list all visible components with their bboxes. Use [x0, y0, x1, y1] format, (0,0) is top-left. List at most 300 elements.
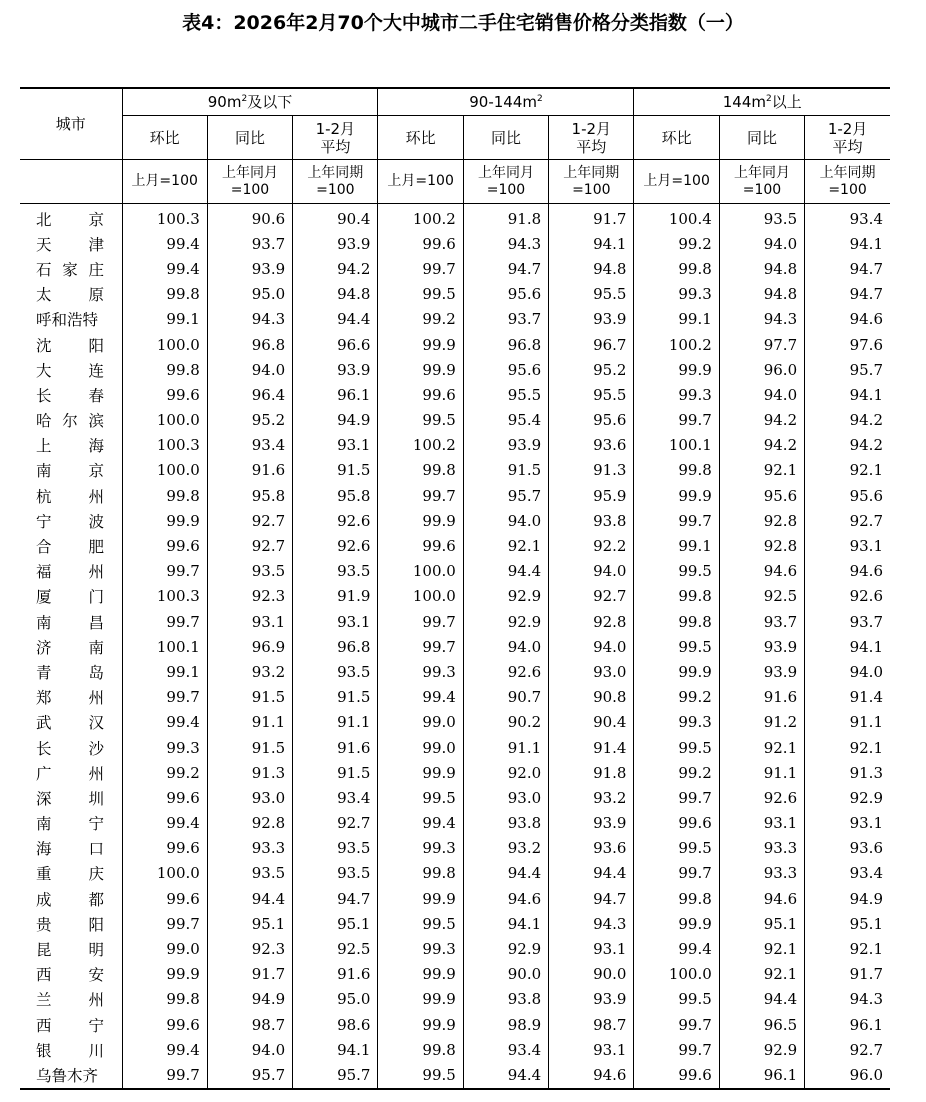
city-cell	[20, 987, 122, 1012]
value-cell: 92.9	[463, 936, 548, 961]
value-cell: 99.5	[634, 559, 719, 584]
value-cell: 96.6	[293, 332, 378, 357]
value-cell: 99.3	[122, 735, 207, 760]
value-cell: 95.0	[207, 282, 292, 307]
value-cell: 99.3	[378, 836, 463, 861]
value-cell: 94.0	[207, 357, 292, 382]
value-cell: 99.3	[634, 282, 719, 307]
city-name: 南 宁	[36, 815, 104, 834]
city-cell	[20, 483, 122, 508]
base-prev-year-month-header: 上年同月 =100	[719, 160, 804, 204]
value-cell: 90.2	[463, 710, 548, 735]
value-cell: 91.6	[293, 735, 378, 760]
base-prev-year-period-header: 上年同期 =100	[293, 160, 378, 204]
value-cell: 100.2	[634, 332, 719, 357]
city-name: 兰 州	[36, 991, 104, 1010]
value-cell: 90.8	[549, 685, 634, 710]
value-cell: 98.6	[293, 1012, 378, 1037]
value-cell: 99.2	[378, 307, 463, 332]
value-cell: 94.6	[849, 310, 883, 329]
table-row	[20, 634, 890, 659]
value-cell: 93.8	[463, 987, 548, 1012]
table-row	[20, 307, 890, 332]
value-cell: 99.9	[634, 357, 719, 382]
value-cell: 99.0	[378, 735, 463, 760]
city-name: 郑 州	[36, 689, 104, 708]
value-cell: 93.9	[719, 634, 804, 659]
table-row	[20, 357, 890, 382]
table-row	[20, 256, 890, 281]
value-cell: 93.1	[549, 1037, 634, 1062]
value-cell: 100.0	[634, 962, 719, 987]
value-cell: 93.7	[719, 609, 804, 634]
value-cell: 99.1	[122, 307, 207, 332]
value-cell: 93.1	[207, 609, 292, 634]
value-cell: 93.8	[549, 508, 634, 533]
value-cell: 93.7	[463, 307, 548, 332]
value-cell: 95.2	[549, 357, 634, 382]
value-cell: 95.5	[463, 382, 548, 407]
value-cell: 95.7	[293, 1062, 378, 1088]
value-cell: 92.3	[207, 936, 292, 961]
city-name: 贵 阳	[36, 915, 104, 934]
city-cell	[20, 433, 122, 458]
value-cell: 99.9	[122, 962, 207, 987]
value-cell: 99.6	[378, 231, 463, 256]
value-cell: 93.4	[463, 1037, 548, 1062]
city-cell	[20, 609, 122, 634]
value-cell: 91.6	[293, 962, 378, 987]
avg-header: 1-2月 平均	[293, 116, 378, 160]
value-cell: 94.3	[463, 231, 548, 256]
value-cell: 94.9	[849, 889, 883, 908]
value-cell: 95.6	[719, 483, 804, 508]
value-cell: 99.3	[378, 936, 463, 961]
city-name: 呼和浩特	[36, 311, 99, 330]
city-cell	[20, 811, 122, 836]
value-cell: 93.0	[207, 785, 292, 810]
city-name: 上 海	[36, 437, 104, 456]
value-cell: 99.1	[634, 307, 719, 332]
city-cell	[20, 1062, 122, 1088]
value-cell: 91.1	[293, 710, 378, 735]
city-cell	[20, 533, 122, 558]
table-row	[20, 508, 890, 533]
table-row	[20, 836, 890, 861]
value-cell: 92.6	[293, 508, 378, 533]
value-cell: 91.5	[293, 458, 378, 483]
value-cell: 99.7	[378, 256, 463, 281]
table-row	[20, 609, 890, 634]
value-cell: 99.7	[122, 685, 207, 710]
value-cell: 99.7	[122, 559, 207, 584]
city-column-header: 城市	[20, 88, 122, 160]
value-cell: 100.0	[122, 408, 207, 433]
city-name: 成 都	[36, 890, 104, 909]
value-cell: 95.7	[463, 483, 548, 508]
city-name: 福 州	[36, 563, 104, 582]
value-cell: 93.9	[293, 357, 378, 382]
value-cell: 96.9	[207, 634, 292, 659]
yoy-header: 同比	[207, 116, 292, 160]
table-row	[20, 458, 890, 483]
base-prev-month-header: 上月=100	[378, 160, 463, 204]
value-cell: 95.9	[549, 483, 634, 508]
value-cell: 99.6	[122, 886, 207, 911]
value-cell: 91.6	[719, 685, 804, 710]
value-cell: 99.5	[378, 408, 463, 433]
value-cell: 92.3	[207, 584, 292, 609]
value-cell: 92.9	[719, 1037, 804, 1062]
value-cell: 99.2	[634, 685, 719, 710]
value-cell: 99.7	[634, 785, 719, 810]
city-cell	[20, 559, 122, 584]
value-cell: 99.7	[634, 408, 719, 433]
value-cell: 90.0	[463, 962, 548, 987]
city-cell	[20, 282, 122, 307]
table-row	[20, 433, 890, 458]
city-cell	[20, 861, 122, 886]
value-cell: 91.4	[549, 735, 634, 760]
table-row	[20, 962, 890, 987]
value-cell: 94.2	[849, 411, 883, 430]
value-cell: 96.8	[463, 332, 548, 357]
value-cell: 94.0	[549, 634, 634, 659]
value-cell: 95.0	[293, 987, 378, 1012]
value-cell: 92.7	[849, 1040, 883, 1059]
city-cell	[20, 735, 122, 760]
value-cell: 94.4	[207, 886, 292, 911]
value-cell: 99.4	[122, 811, 207, 836]
value-cell: 93.2	[549, 785, 634, 810]
value-cell: 94.0	[463, 508, 548, 533]
value-cell: 94.8	[293, 282, 378, 307]
value-cell: 94.3	[719, 307, 804, 332]
value-cell: 99.5	[378, 1062, 463, 1088]
value-cell: 93.0	[463, 785, 548, 810]
value-cell: 99.7	[122, 609, 207, 634]
value-cell: 92.8	[207, 811, 292, 836]
value-cell: 94.3	[549, 911, 634, 936]
city-name: 南 昌	[36, 613, 104, 632]
value-cell: 94.4	[549, 861, 634, 886]
value-cell: 93.4	[293, 785, 378, 810]
value-cell: 99.6	[122, 836, 207, 861]
value-cell: 99.1	[122, 659, 207, 684]
table-row	[20, 659, 890, 684]
value-cell: 99.5	[634, 836, 719, 861]
value-cell: 94.4	[719, 987, 804, 1012]
value-cell: 99.4	[122, 710, 207, 735]
value-cell: 94.8	[549, 256, 634, 281]
value-cell: 91.1	[207, 710, 292, 735]
value-cell: 91.5	[293, 685, 378, 710]
value-cell: 93.7	[207, 231, 292, 256]
value-cell: 99.9	[378, 508, 463, 533]
city-name: 长 沙	[36, 739, 104, 758]
city-name: 济 南	[36, 638, 104, 657]
avg-header: 1-2月 平均	[805, 116, 890, 160]
city-cell	[20, 332, 122, 357]
city-cell	[20, 382, 122, 407]
value-cell: 99.4	[378, 811, 463, 836]
value-cell: 99.4	[634, 936, 719, 961]
value-cell: 92.1	[719, 962, 804, 987]
base-prev-year-month-header: 上年同月 =100	[463, 160, 548, 204]
value-cell: 96.0	[719, 357, 804, 382]
city-cell	[20, 204, 122, 232]
table-body	[20, 204, 890, 1089]
value-cell: 94.4	[463, 1062, 548, 1088]
value-cell: 99.6	[122, 785, 207, 810]
value-cell: 91.8	[463, 204, 548, 232]
city-name: 大 连	[36, 361, 104, 380]
value-cell: 93.0	[549, 659, 634, 684]
value-cell: 92.7	[549, 584, 634, 609]
city-name: 昆 明	[36, 941, 104, 960]
city-header-spacer	[20, 160, 122, 204]
value-cell: 94.2	[719, 408, 804, 433]
value-cell: 93.7	[849, 612, 883, 631]
value-cell: 94.1	[549, 231, 634, 256]
value-cell: 92.7	[849, 511, 883, 530]
value-cell: 99.9	[378, 760, 463, 785]
value-cell: 95.8	[207, 483, 292, 508]
value-cell: 93.2	[463, 836, 548, 861]
value-cell: 94.6	[463, 886, 548, 911]
value-cell: 92.6	[463, 659, 548, 684]
city-name: 北 京	[36, 210, 104, 229]
value-cell: 99.4	[122, 231, 207, 256]
value-cell: 92.1	[849, 738, 883, 757]
value-cell: 92.8	[549, 609, 634, 634]
value-cell: 91.7	[849, 965, 883, 984]
value-cell: 93.1	[719, 811, 804, 836]
value-cell: 92.1	[719, 735, 804, 760]
value-cell: 92.6	[719, 785, 804, 810]
value-cell: 99.6	[122, 533, 207, 558]
value-cell: 95.2	[207, 408, 292, 433]
value-cell: 93.1	[849, 537, 883, 556]
value-cell: 95.6	[463, 357, 548, 382]
value-cell: 93.8	[463, 811, 548, 836]
value-cell: 100.3	[122, 584, 207, 609]
value-cell: 99.4	[122, 256, 207, 281]
value-cell: 92.6	[293, 533, 378, 558]
value-cell: 93.9	[719, 659, 804, 684]
value-cell: 91.3	[549, 458, 634, 483]
value-cell: 99.6	[122, 1012, 207, 1037]
table-row	[20, 811, 890, 836]
value-cell: 99.7	[634, 1012, 719, 1037]
value-cell: 95.7	[207, 1062, 292, 1088]
value-cell: 93.3	[719, 861, 804, 886]
city-cell	[20, 357, 122, 382]
value-cell: 94.8	[719, 256, 804, 281]
value-cell: 91.1	[719, 760, 804, 785]
value-cell: 100.3	[122, 204, 207, 232]
value-cell: 100.1	[122, 634, 207, 659]
city-name: 天 津	[36, 235, 104, 254]
value-cell: 95.1	[207, 911, 292, 936]
value-cell: 99.2	[122, 760, 207, 785]
value-cell: 99.6	[634, 811, 719, 836]
value-cell: 99.4	[122, 1037, 207, 1062]
value-cell: 99.7	[634, 861, 719, 886]
value-cell: 94.0	[207, 1037, 292, 1062]
value-cell: 93.9	[207, 256, 292, 281]
value-cell: 95.5	[549, 282, 634, 307]
city-name: 海 口	[36, 840, 104, 859]
value-cell: 93.4	[849, 209, 883, 228]
value-cell: 96.8	[293, 634, 378, 659]
value-cell: 95.8	[293, 483, 378, 508]
value-cell: 92.7	[207, 508, 292, 533]
value-cell: 95.1	[719, 911, 804, 936]
value-cell: 99.8	[634, 609, 719, 634]
value-cell: 93.9	[549, 987, 634, 1012]
value-cell: 94.4	[293, 307, 378, 332]
value-cell: 99.8	[122, 282, 207, 307]
city-cell	[20, 1037, 122, 1062]
table-row	[20, 861, 890, 886]
value-cell: 94.1	[849, 385, 883, 404]
avg-header: 1-2月 平均	[549, 116, 634, 160]
value-cell: 94.1	[849, 234, 883, 253]
city-cell	[20, 634, 122, 659]
city-name: 武 汉	[36, 714, 104, 733]
value-cell: 93.4	[849, 864, 883, 883]
value-cell: 91.1	[849, 713, 883, 732]
value-cell: 94.6	[719, 559, 804, 584]
value-cell: 94.6	[549, 1062, 634, 1088]
value-cell: 99.7	[122, 911, 207, 936]
table-row	[20, 282, 890, 307]
value-cell: 99.9	[634, 659, 719, 684]
table-row	[20, 911, 890, 936]
table-row	[20, 785, 890, 810]
city-name: 沈 阳	[36, 336, 104, 355]
value-cell: 99.8	[634, 256, 719, 281]
city-name: 西 安	[36, 966, 104, 985]
value-cell: 93.5	[207, 861, 292, 886]
value-cell: 94.4	[463, 861, 548, 886]
value-cell: 91.9	[293, 584, 378, 609]
value-cell: 99.9	[378, 962, 463, 987]
table-row	[20, 1012, 890, 1037]
city-name: 石 家 庄	[36, 260, 104, 279]
value-cell: 91.5	[207, 735, 292, 760]
value-cell: 91.5	[207, 685, 292, 710]
base-prev-month-header: 上月=100	[122, 160, 207, 204]
value-cell: 94.1	[463, 911, 548, 936]
value-cell: 99.8	[378, 1037, 463, 1062]
value-cell: 92.1	[463, 533, 548, 558]
value-cell: 94.9	[293, 408, 378, 433]
city-name: 太 原	[36, 286, 104, 305]
value-cell: 100.0	[122, 332, 207, 357]
value-cell: 94.6	[719, 886, 804, 911]
value-cell: 99.8	[634, 458, 719, 483]
value-cell: 90.6	[207, 204, 292, 232]
value-cell: 99.7	[634, 508, 719, 533]
page-title: 表4：2026年2月70个大中城市二手住宅销售价格分类指数（一）	[182, 12, 744, 34]
value-cell: 93.9	[293, 231, 378, 256]
value-cell: 93.9	[463, 433, 548, 458]
value-cell: 94.2	[849, 436, 883, 455]
value-cell: 91.1	[463, 735, 548, 760]
city-cell	[20, 911, 122, 936]
value-cell: 90.0	[549, 962, 634, 987]
value-cell: 100.1	[634, 433, 719, 458]
value-cell: 99.9	[634, 911, 719, 936]
value-cell: 99.3	[634, 382, 719, 407]
value-cell: 100.0	[122, 458, 207, 483]
value-cell: 91.7	[549, 204, 634, 232]
city-cell	[20, 307, 122, 332]
value-cell: 99.9	[378, 332, 463, 357]
value-cell: 95.6	[549, 408, 634, 433]
value-cell: 99.5	[634, 634, 719, 659]
city-name: 南 京	[36, 462, 104, 481]
table-row	[20, 584, 890, 609]
city-cell	[20, 1012, 122, 1037]
value-cell: 100.4	[634, 204, 719, 232]
value-cell: 93.1	[849, 814, 883, 833]
value-cell: 95.5	[549, 382, 634, 407]
value-cell: 96.0	[805, 1062, 890, 1088]
table-row	[20, 483, 890, 508]
value-cell: 94.7	[293, 886, 378, 911]
city-name: 深 圳	[36, 789, 104, 808]
value-cell: 98.7	[549, 1012, 634, 1037]
table-row	[20, 685, 890, 710]
value-cell: 92.1	[849, 461, 883, 480]
value-cell: 95.4	[463, 408, 548, 433]
value-cell: 94.0	[463, 634, 548, 659]
value-cell: 100.0	[378, 559, 463, 584]
value-cell: 93.6	[549, 836, 634, 861]
group-header-large: $144m^2$以上	[634, 88, 890, 116]
value-cell: 91.6	[207, 458, 292, 483]
city-cell	[20, 685, 122, 710]
city-name: 西 宁	[36, 1016, 104, 1035]
table-row	[20, 886, 890, 911]
city-cell	[20, 785, 122, 810]
value-cell: 99.9	[634, 483, 719, 508]
value-cell: 90.4	[549, 710, 634, 735]
city-name: 青 岛	[36, 663, 104, 682]
group-header-medium: $90-144m^2$	[378, 88, 634, 116]
city-cell	[20, 936, 122, 961]
value-cell: 91.5	[463, 458, 548, 483]
city-cell	[20, 408, 122, 433]
value-cell: 93.5	[719, 204, 804, 232]
value-cell: 99.9	[378, 987, 463, 1012]
value-cell: 99.7	[378, 609, 463, 634]
value-cell: 99.7	[378, 634, 463, 659]
value-cell: 93.1	[293, 609, 378, 634]
value-cell: 99.3	[634, 710, 719, 735]
table-row	[20, 382, 890, 407]
value-cell: 92.1	[719, 936, 804, 961]
city-name: 厦 门	[36, 588, 104, 607]
value-cell: 94.7	[849, 259, 883, 278]
city-cell	[20, 458, 122, 483]
mom-header: 环比	[634, 116, 719, 160]
table-row	[20, 204, 890, 232]
value-cell: 93.9	[549, 811, 634, 836]
